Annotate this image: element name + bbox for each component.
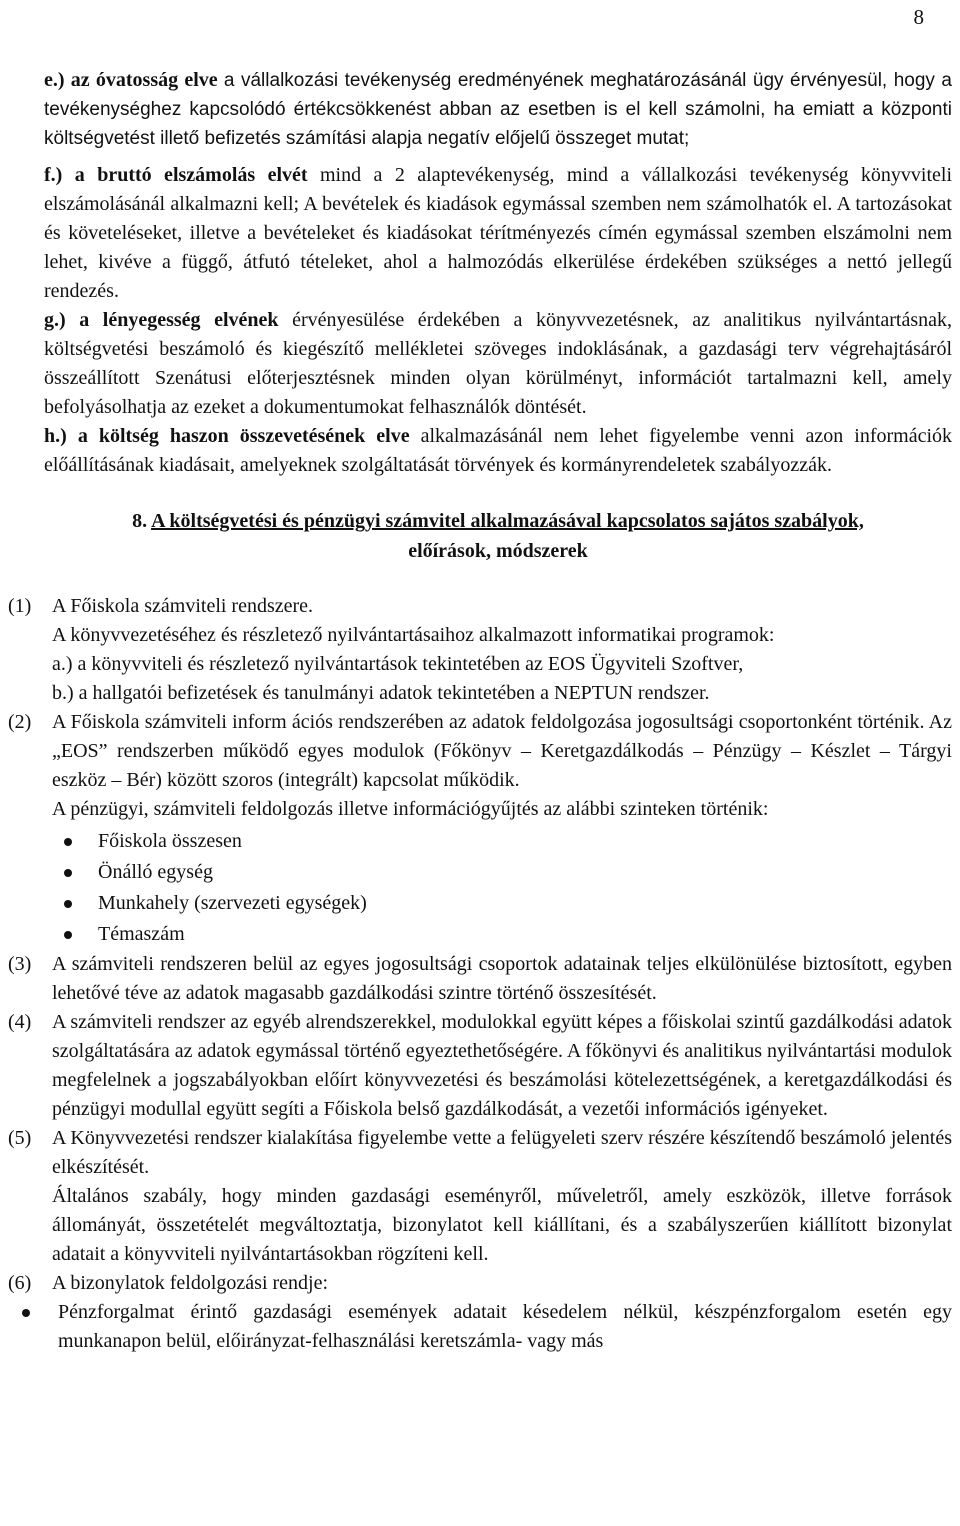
section-title-line-2: előírások, módszerek: [408, 540, 588, 562]
principle-f: [44, 161, 952, 306]
rule-body: [52, 1008, 952, 1124]
list-item-label: Önálló egység: [98, 861, 213, 883]
rule-5-text: A Könyvvezetési rendszer kialakítása figyelembe vette a felügyeleti szerv részére készítendő beszámoló jelentés elkészítését.: [52, 1127, 952, 1178]
rule-body: [52, 950, 952, 1008]
principle-h-title: a költség haszon összevetésének elve: [77, 425, 410, 447]
section-heading: [44, 506, 952, 566]
principle-g-text: érvényesülése érdekében a könyvvezetésnek, az analitikus nyilvántartásnak, költségvetési beszámoló és kiegészítő mellékletei szöveges indoklásának, a gazdasági terv végrehajtásáról összeállított Szenátusi előterjesztésnek minden olyan körülményt, információt tartalmazni kell, amely befolyásolhatja az ezeket a dokumentumokat felhasználók döntését.: [44, 309, 953, 418]
principle-f-title: a bruttó elszámolás elvét: [74, 164, 308, 186]
rule-item-4: [8, 1008, 952, 1124]
section-title-line-1: A költségvetési és pénzügyi számvitel alkalmazásával kapcsolatos sajátos szabályok,: [151, 510, 864, 532]
list-item-label: Pénzforgalmat érintő gazdasági események adatait késedelem nélkül, készpénzforgalom esetén egy munkanapon belül, előirányzat-felhasználási keretszámla- vagy más: [58, 1301, 952, 1352]
bullet-icon: [64, 900, 72, 908]
principle-f-label: f.): [44, 164, 63, 186]
rules-list: [8, 592, 952, 1356]
list-item: [52, 888, 952, 919]
rule-5-text-2: Általános szabály, hogy minden gazdasági eseményről, műveletről, amely eszközök, illetve források állományát, összetételét megváltoztatja, bizonylatot kell kiállítani, és a szabályszerűen kiállított bizonylat adatait a könyvviteli nyilvántartásokban rögzíteni kell.: [52, 1185, 952, 1265]
principle-e: [44, 66, 952, 153]
rule-number: (2): [8, 711, 32, 733]
rule-number: (4): [8, 1011, 32, 1033]
rule-body: [52, 1269, 952, 1356]
principle-h: [44, 422, 952, 480]
principle-g: [44, 306, 952, 422]
rule-number: (5): [8, 1127, 32, 1149]
list-item: [16, 1298, 952, 1356]
principle-e-text: a vállalkozási tevékenység eredményének meghatározásánál ügy érvényesül, hogy a tevékenységhez kapcsolódó értékcsökkenést abban az esetben is el kell számolni, ha emiatt a központi költségvetést illető befizetés számítási alapja negatív előjelű összeget mutat;: [44, 70, 952, 149]
rule-1-intro: A könyvvezetéséhez és részletező nyilvántartásaihoz alkalmazott informatikai programok:: [52, 624, 775, 646]
section-number: 8.: [132, 510, 148, 532]
section-heading-line-1: [44, 506, 952, 536]
list-item-label: Témaszám: [98, 923, 185, 945]
rule-item-1: [8, 592, 952, 708]
list-item: [52, 919, 952, 950]
rule-3-text: A számviteli rendszeren belül az egyes jogosultsági csoportok adatainak teljes elkülönülése biztosított, egyben lehetővé téve az adatok magasabb gazdálkodási szintre történő összesítését.: [52, 953, 952, 1004]
rule-body: [52, 1124, 952, 1269]
rule-6-text: A bizonylatok feldolgozási rendje:: [52, 1272, 329, 1294]
principle-h-label: h.): [44, 425, 67, 447]
rule-item-6: [8, 1269, 952, 1356]
principle-h-text: alkalmazásánál nem lehet figyelembe venni azon információk előállításának kiadásait, amelyeknek szolgáltatását törvények és kormányrendeletek szabályozzák.: [44, 425, 953, 476]
document-body: [8, 66, 953, 1356]
principle-e-label: e.): [44, 69, 65, 91]
list-item-label: Főiskola összesen: [98, 830, 242, 852]
principle-g-title: a lényegesség elvének: [79, 309, 279, 331]
rule-1-title: A Főiskola számviteli rendszere.: [52, 595, 314, 617]
rule-2-intro: A pénzügyi, számviteli feldolgozás illetve információgyűjtés az alábbi szinteken történik:: [52, 798, 769, 820]
rule-item-3: [8, 950, 952, 1008]
list-item: [52, 826, 952, 857]
bullet-icon: [64, 869, 72, 877]
list-item: [52, 857, 952, 888]
principle-f-text-2: A tartozásokat és követeléseket, illetve a bevételeket és kiadásokat térítményezés címén egymással szemben elszámolni nem lehet, kivéve a függő, átfutó tételeket, ahol a halmozódás elkerülése érdekében szükséges a nettó jellegű rendezés.: [44, 193, 952, 302]
bullet-icon: [22, 1309, 30, 1317]
rule-body: [52, 592, 952, 708]
rule-item-5: [8, 1124, 952, 1269]
rule-1-a: a.) a könyvviteli és részletező nyilvántartások tekintetében az EOS Ügyviteli Szoftver,: [52, 653, 744, 675]
rule-body: [52, 708, 952, 950]
principle-e-title: az óvatosság elve: [70, 69, 218, 91]
rule-number: (3): [8, 953, 32, 975]
page-number: 8: [913, 5, 924, 29]
principle-g-label: g.): [44, 309, 66, 331]
principle-f-text-1: mind a 2 alaptevékenység, mind a vállalkozási tevékenység könyvviteli elszámolásánál alkalmazni kell; A bevételek és kiadások egymással szemben nem számolhatók el.: [44, 164, 953, 215]
rule-1-b: b.) a hallgatói befizetések és tanulmányi adatok tekintetében a NEPTUN rendszer.: [52, 682, 710, 704]
rule-2-text: A Főiskola számviteli inform ációs rendszerében az adatok feldolgozása jogosultsági csoportonként történik. Az „EOS” rendszerben működő egyes modulok (Főkönyv – Keretgazdálkodás – Pénzügy – Készlet – Tárgyi eszköz – Bér) között szoros (integrált) kapcsolat működik.: [52, 711, 952, 791]
list-item-label: Munkahely (szervezeti egységek): [98, 892, 367, 914]
processing-list: [16, 1298, 952, 1356]
rule-4-text: A számviteli rendszer az egyéb alrendszerekkel, modulokkal együtt képes a főiskolai szintű gazdálkodási adatok szolgáltatására az adatok egymással történő egyeztethetőségére. A főkönyvi és analitikus nyilvántartási modulok megfelelnek a jogszabályokban előírt könyvvezetési és beszámolási kötelezettségének, a keretgazdálkodási és pénzügyi modullal együtt segíti a Főiskola belső gazdálkodását, a vezetői információs igényeket.: [52, 1011, 952, 1120]
bullet-icon: [64, 838, 72, 846]
rule-item-2: [8, 708, 952, 950]
bullet-icon: [64, 931, 72, 939]
level-list: [52, 826, 952, 950]
rule-number: (6): [8, 1272, 32, 1294]
rule-number: (1): [8, 595, 32, 617]
